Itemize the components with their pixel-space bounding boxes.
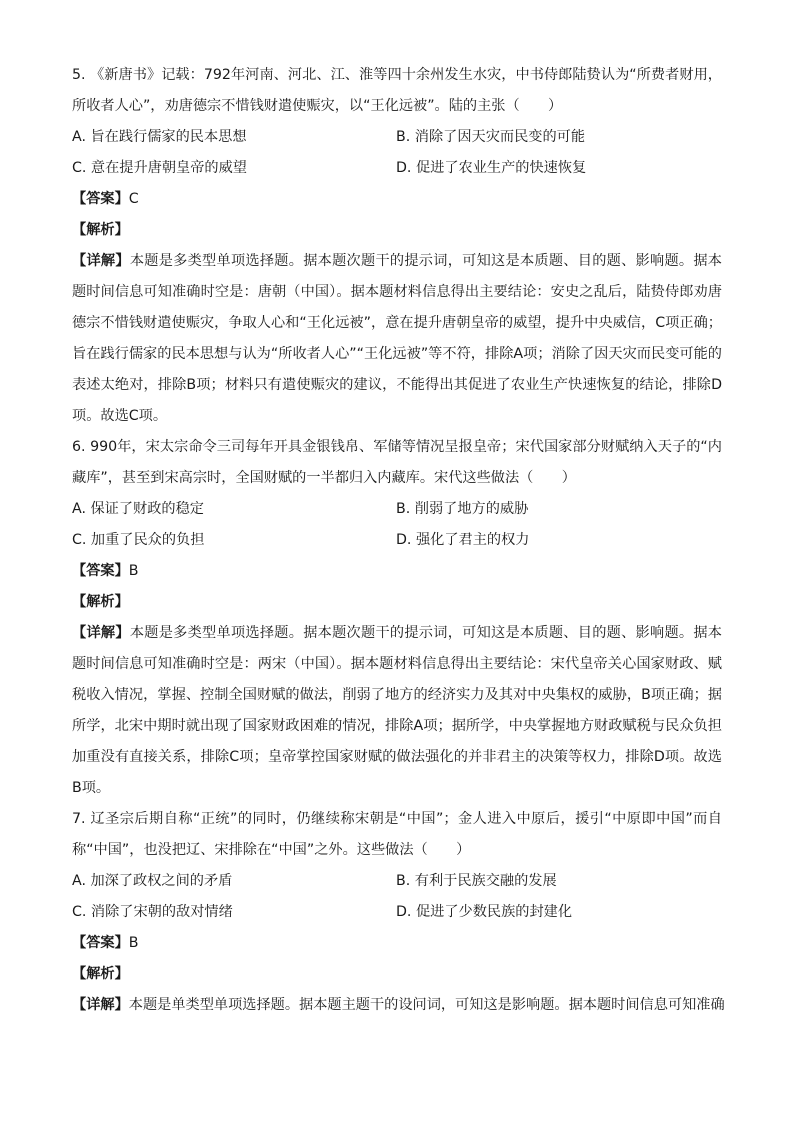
detail-paragraph: [72, 246, 722, 432]
detail-text: 本题是单类型单项选择题。据本题主题干的设问词，可知这是影响题。据本题时间信息可知准确: [128, 997, 725, 1013]
options-row-ab: [72, 494, 722, 525]
option-c: C. 消除了宋朝的敌对情绪: [72, 904, 233, 920]
option-d: D. 强化了君主的权力: [396, 532, 530, 548]
detail-tag: 【详解】: [72, 997, 129, 1013]
option-a: A. 保证了财政的稳定: [72, 501, 204, 517]
option-b: B. 削弱了地方的威胁: [396, 501, 529, 517]
options-row-cd: [72, 897, 722, 928]
answer-tag: 【答案】: [72, 935, 129, 951]
options-row-ab: [72, 866, 722, 897]
option-b: B. 消除了因天灾而民变的可能: [396, 129, 586, 145]
detail-text: 本题是多类型单项选择题。据本题次题干的提示词，可知这是本质题、目的题、影响题。据本题时间信息可知准确时空是：唐朝（中国）。据本题材料信息得出主要结论：安史之乱后，陆贽侍郎劝唐德宗不惜钱财遣使赈灾，争取人心和“王化远被”，意在提升唐朝皇帝的威望，提升中央威信，C项正确；旨在践行儒家的民本思想与认为“所收者人心”“王化远被”等不符，排除A项；消除了因天灾而民变可能的表述太绝对，排除B项；材料只有遣使赈灾的建议，不能得出其促进了农业生产快速恢复的结论，排除D项。故选C项。: [72, 253, 722, 424]
answer-line: [72, 184, 722, 215]
detail-paragraph: [72, 990, 725, 1021]
answer-value: B: [128, 935, 139, 951]
analysis-tag: 【解析】: [72, 594, 129, 610]
answer-value: C: [128, 191, 139, 207]
options-row-cd: [72, 153, 722, 184]
option-d: D. 促进了农业生产的快速恢复: [396, 160, 587, 176]
options-row-ab: [72, 122, 722, 153]
analysis-tag: 【解析】: [72, 966, 129, 982]
answer-line: [72, 928, 722, 959]
question-5: [72, 60, 722, 432]
option-b: B. 有利于民族交融的发展: [396, 873, 557, 889]
analysis-tag: 【解析】: [72, 222, 129, 238]
detail-tag: 【详解】: [72, 625, 130, 641]
option-a: A. 加深了政权之间的矛盾: [72, 873, 233, 889]
answer-value: B: [128, 563, 139, 579]
option-d: D. 促进了少数民族的封建化: [396, 904, 573, 920]
answer-tag: 【答案】: [72, 191, 129, 207]
question-stem: 5. 《新唐书》记载：792年河南、河北、江、淮等四十余州发生水灾，中书侍郎陆贽认为“所费者财用，所收者人心”，劝唐德宗不惜钱财遣使赈灾，以“王化远被”。陆的主张（ ）: [72, 67, 722, 114]
answer-tag: 【答案】: [72, 563, 129, 579]
answer-line: [72, 556, 722, 587]
question-7: [72, 804, 725, 1021]
option-a: A. 旨在践行儒家的民本思想: [72, 129, 247, 145]
document-page: [72, 60, 725, 1021]
question-stem: 6. 990年，宋太宗命令三司每年开具金银钱帛、军储等情况呈报皇帝；宋代国家部分财赋纳入天子的“内藏库”，甚至到宋高宗时，全国财赋的一半都归入内藏库。宋代这些做法（ ）: [72, 439, 722, 486]
option-c: C. 加重了民众的负担: [72, 532, 205, 548]
detail-tag: 【详解】: [72, 253, 130, 269]
question-6: [72, 432, 722, 804]
options-row-cd: [72, 525, 722, 556]
detail-text: 本题是多类型单项选择题。据本题次题干的提示词，可知这是本质题、目的题、影响题。据本题时间信息可知准确时空是：两宋（中国）。据本题材料信息得出主要结论：宋代皇帝关心国家财政、赋税收入情况，掌握、控制全国财赋的做法，削弱了地方的经济实力及其对中央集权的威胁，B项正确；据所学，北宋中期时就出现了国家财政困难的情况，排除A项；据所学，中央掌握地方财政赋税与民众负担加重没有直接关系，排除C项；皇帝掌控国家财赋的做法强化的并非君主的决策等权力，排除D项。故选B项。: [72, 625, 722, 796]
detail-paragraph: [72, 618, 722, 804]
question-stem: 7. 辽圣宗后期自称“正统”的同时，仍继续称宋朝是“中国”；金人进入中原后，援引“中原即中国”而自称“中国”，也没把辽、宋排除在“中国”之外。这些做法（ ）: [72, 811, 722, 858]
option-c: C. 意在提升唐朝皇帝的威望: [72, 160, 247, 176]
